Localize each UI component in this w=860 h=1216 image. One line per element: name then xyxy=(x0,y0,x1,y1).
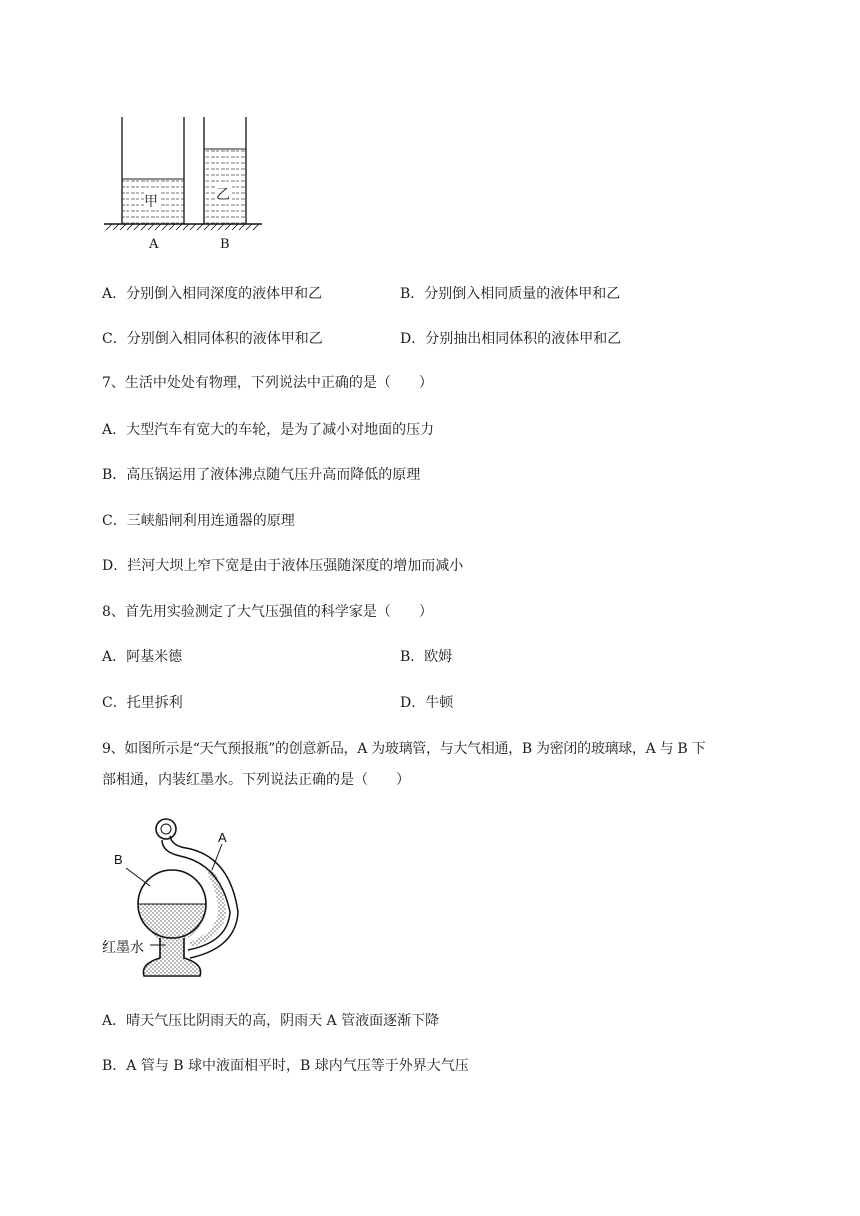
liquid-yi-label: 乙 xyxy=(216,187,230,203)
q7-option-a: A．大型汽车有宽大的车轮，是为了减小对地面的压力 xyxy=(102,422,435,438)
container-b xyxy=(204,117,246,224)
container-a-label: A xyxy=(149,237,159,252)
red-ink-label: 红墨水 xyxy=(102,940,144,956)
q6-option-b: B．分别倒入相同质量的液体甲和乙 xyxy=(400,286,621,302)
q9-stem-line1: 9、如图所示是“天气预报瓶”的创意新品，A 为玻璃管，与大气相通，B 为密闭的玻璃球，A 与 B 下 xyxy=(102,741,706,757)
containers-figure xyxy=(100,112,270,262)
q9-stem-line2: 部相通，内装红墨水。下列说法正确的是（ ） xyxy=(102,772,410,788)
q8-option-d: D．牛顿 xyxy=(400,695,454,711)
q7-stem: 7、生活中处处有物理，下列说法中正确的是（ ） xyxy=(102,375,433,391)
q8-option-b: B．欧姆 xyxy=(400,649,453,665)
q6-option-a: A．分别倒入相同深度的液体甲和乙 xyxy=(102,286,323,302)
q7-option-d: D．拦河大坝上窄下宽是由于液体压强随深度的增加而减小 xyxy=(102,558,464,574)
q8-stem: 8、首先用实验测定了大气压强值的科学家是（ ） xyxy=(102,604,433,620)
q8-option-c: C．托里拆利 xyxy=(102,695,183,711)
q7-option-c: C．三峡船闸利用连通器的原理 xyxy=(102,513,295,529)
q6-option-d: D．分别抽出相同体积的液体甲和乙 xyxy=(400,331,622,347)
sphere-b-label: B xyxy=(114,852,123,867)
q6-option-c: C．分别倒入相同体积的液体甲和乙 xyxy=(102,331,323,347)
q8-option-a: A．阿基米德 xyxy=(102,649,183,665)
liquid-jia-label: 甲 xyxy=(144,194,158,210)
q9-option-a: A．晴天气压比阴雨天的高，阴雨天 A 管液面逐渐下降 xyxy=(102,1013,440,1029)
q9-option-b: B．A 管与 B 球中液面相平时，B 球内气压等于外界大气压 xyxy=(102,1058,469,1074)
tube-a-label: A xyxy=(218,830,227,845)
q7-option-b: B．高压锅运用了液体沸点随气压升高而降低的原理 xyxy=(102,467,421,483)
container-b-label: B xyxy=(220,237,230,252)
weather-bottle-figure xyxy=(100,812,260,987)
